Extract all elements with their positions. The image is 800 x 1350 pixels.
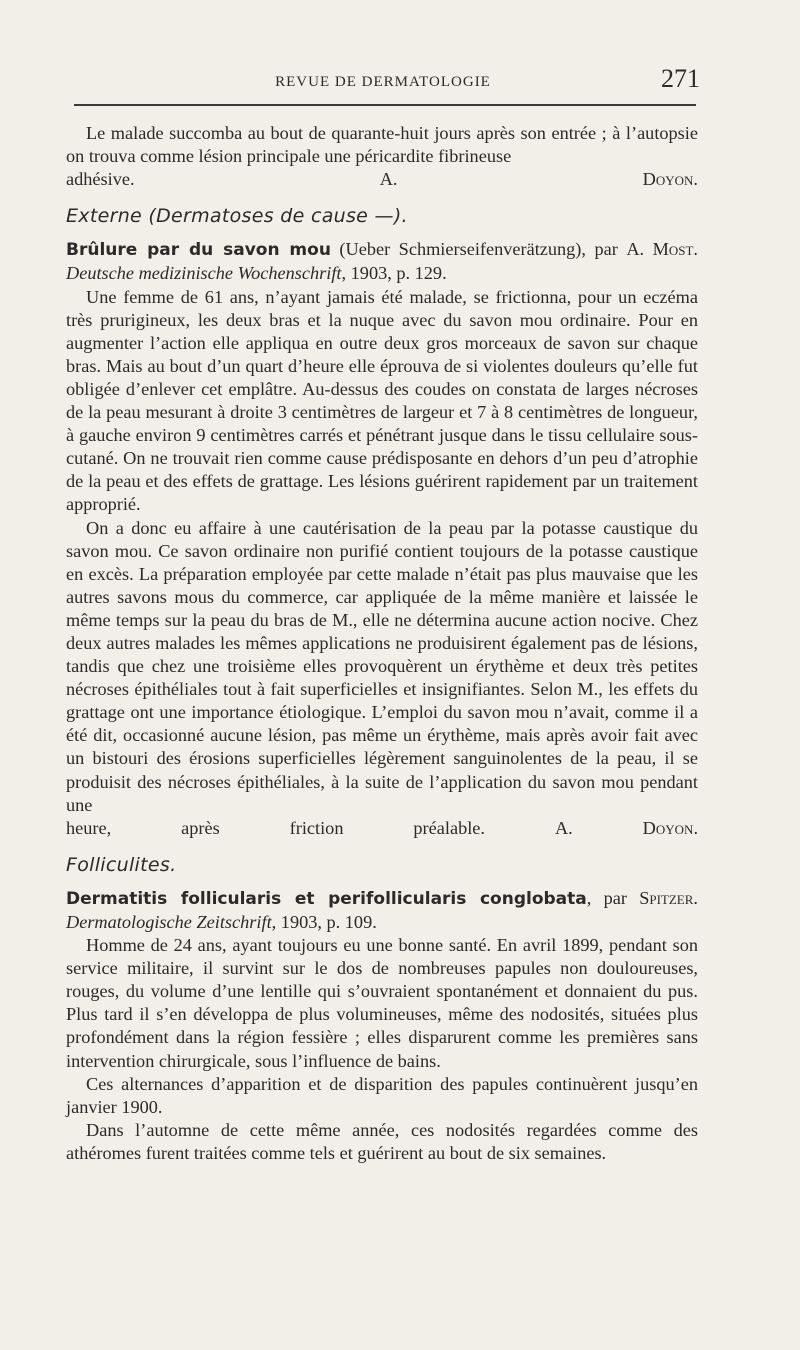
- journal-name: Dermatologische Zeitschrift: [66, 912, 272, 932]
- article-author: Spitzer.: [639, 887, 698, 908]
- page-number: 271: [661, 64, 700, 93]
- paragraph: On a donc eu affaire à une cautérisation de la peau par la potasse caustique du savon mou. Ce savon ordinaire non purifié contient toujours de la potasse caustique en excès. La préparation employée par cette malade n’était pas plus mauvaise que les autres savons mous du commerce, car appliquée de la même manière et laissée le même temps sur la peau du bras de M., elle ne détermina aucune action nocive. Chez deux autres malades les mêmes applications ne produisirent également pas de lésions, tandis que chez une troisième elles provoquèrent un érythème et deux très petites nécroses épithéliales tout à fait superficielles et insignifiantes. Selon M., les effets du grattage ont une importance étiologique. L’emploi du savon mou n’avait, comme il a été dit, occasionné aucune lésion, pas même un érythème, mais après avoir fait avec un bistouri des érosions superficielles légèrement sanguinolentes de la peau, il se produisit des nécroses épithéliales, à la suite de l’application du savon mou pendant une: [66, 517, 698, 815]
- article-subtitle: , par: [586, 887, 640, 908]
- paragraph: Ces alternances d’apparition et de disparition des papules continuèrent jusqu’en janvier 1900.: [66, 1073, 698, 1117]
- journal-running-title: REVUE DE DERMATOLOGIE: [275, 74, 491, 90]
- section-heading-externe: Externe (Dermatoses de cause —).: [66, 205, 408, 228]
- citation: , 1903, p. 109.: [271, 912, 377, 932]
- paragraph-intro: [66, 122, 698, 168]
- article-title: Dermatitis follicularis et perifollicularis conglobata: [66, 888, 587, 909]
- journal-name: Deutsche medizinische Wochenschrift: [66, 263, 342, 284]
- running-head: [66, 62, 700, 102]
- paragraph: Une femme de 61 ans, n’ayant jamais été malade, se frictionna, pour un eczéma très prurigineux, les deux bras et la nuque avec du savon mou ordinaire. Pour en augmenter l’action elle appliqua en outre deux gros morceaux de savon sur chaque bras. Mais au bout d’un quart d’heure elle éprouva de si violentes douleurs qu’elle fut obligée d’enlever cet emplâtre. Au-dessus des coudes on constata de larges nécroses de la peau mesurant à droite 3 centimètres de largeur et 7 à 8 centimètres de longueur, à gauche environ 9 centimètres carrés et pénétrant jusque dans le tissu cellulaire sous-cutané. On ne trouvait rien comme cause prédisposante en dehors d’un peu d’atrophie de la peau et des effets de grattage. Les lésions guérirent rapidement par un traitement approprié.: [66, 286, 698, 515]
- article-title: Brûlure par du savon mou: [66, 240, 331, 261]
- paragraph: Homme de 24 ans, ayant toujours eu une bonne santé. En avril 1899, pendant son service militaire, il survint sur le dos de nombreuses papules non douloureuses, rouges, du volume d’une lentille qui s’ouvraient spontanément et donnaient du pus. Plus tard il s’en développa de plus volumineuses, même des nodosités, situées plus profondément dans la région fessière ; elles disparurent comme les premières sans intervention chirurgicale, sous l’influence de bains.: [66, 935, 698, 1071]
- signature-line: [66, 817, 698, 840]
- signature-line: [66, 168, 698, 191]
- article-header: [66, 238, 698, 285]
- paragraph: Dans l’automne de cette même année, ces nodosités regardées comme des athéromes furent traitées comme tels et guérirent au bout de six semaines.: [66, 1119, 698, 1163]
- paragraph-text: Le malade succomba au bout de quarante-huit jours après son entrée ; à l’autopsie on trouva comme lésion principale une péricardite fibrineuse: [66, 123, 698, 167]
- body-text: [66, 122, 698, 1165]
- header-rule: [74, 104, 696, 106]
- section-heading-folliculites: Folliculites.: [66, 853, 177, 876]
- article-subtitle: (Ueber Schmierseifenverätzung), par: [330, 239, 627, 260]
- signature: A. Doyon.: [554, 817, 699, 838]
- paragraph-end: adhésive.: [66, 169, 135, 190]
- signature: A. Doyon.: [379, 169, 698, 190]
- article-author: A. Most.: [626, 239, 698, 260]
- paragraph-end: heure, après friction préalable.: [66, 817, 485, 838]
- citation: , 1903, p. 129.: [341, 263, 447, 284]
- article-header: [66, 887, 698, 934]
